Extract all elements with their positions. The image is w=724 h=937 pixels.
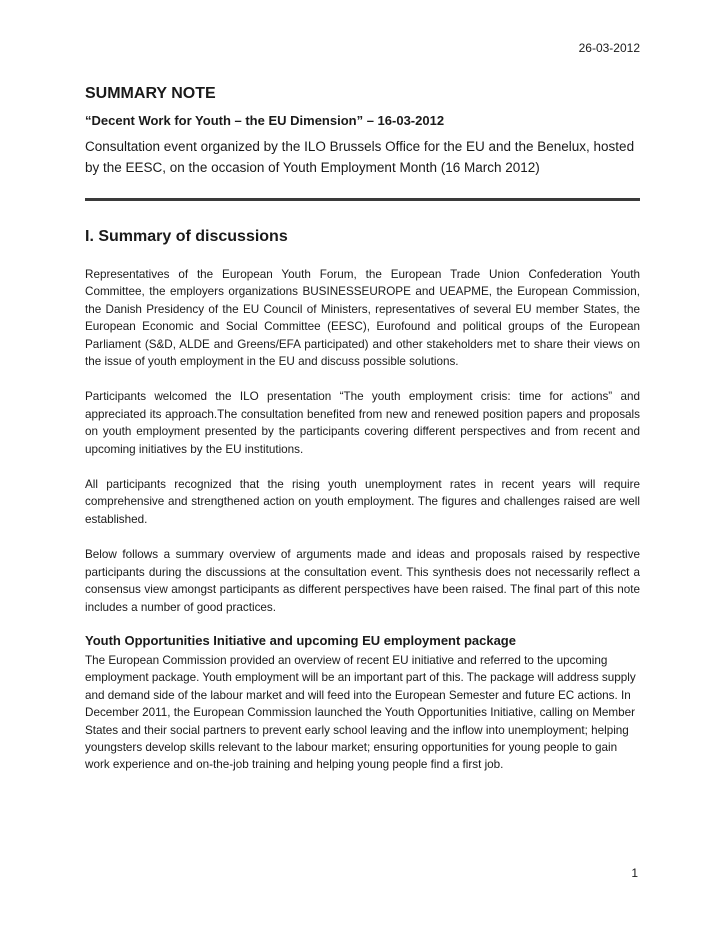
document-subtitle: “Decent Work for Youth – the EU Dimension” – 16-03-2012 <box>85 113 445 128</box>
page-number: 1 <box>631 866 638 880</box>
document-title: SUMMARY NOTE <box>85 85 216 102</box>
document-body <box>85 226 640 774</box>
section-heading: I. Summary of discussions <box>85 228 288 245</box>
paragraph-participants: Representatives of the European Youth Forum, the European Trade Union Confederation Youth Committee, the employers organizations BUSINESSEUROPE and UEAPME, the European Commission, the Danish Presidency of the EU Council of Ministers, representatives of several EU member States, the European Economic and Social Committee (EESC), Eurofound and political groups of the European Parliament (S&D, ALDE and Greens/EFA participated) and other stakeholders met to share their views on the issue of youth employment in the EU and discuss possible solutions. <box>85 268 640 369</box>
paragraph-summary-overview: Below follows a summary overview of arguments made and ideas and proposals raised by respective participants during the discussions at the consultation event. This synthesis does not necessarily reflect a consensus view amongst participants as different perspectives have been raised. The final part of this note includes a number of good practices. <box>85 548 640 614</box>
paragraph-rising-unemployment: All participants recognized that the rising youth unemployment rates in recent years will require comprehensive and strengthened action on youth employment. The figures and challenges raised are well established. <box>85 478 640 526</box>
document-date: 26-03-2012 <box>578 41 640 55</box>
document-intro: Consultation event organized by the ILO Brussels Office for the EU and the Benelux, hosted by the EESC, on the occasion of Youth Employment Month (16 March 2012) <box>85 139 635 175</box>
subsection-heading: Youth Opportunities Initiative and upcoming EU employment package <box>85 632 516 648</box>
paragraph-youth-opportunities: The European Commission provided an overview of recent EU initiative and referred to the upcoming employment package. Youth employment will be an important part of this. The package will address supply and demand side of the labour market and will feed into the European Semester and future EC actions. In December 2011, the European Commission launched the Youth Opportunities Initiative, calling on Member States and their social partners to prevent early school leaving and the inflow into unemployment; helping youngsters develop skills relevant to the labour market; ensuring opportunities for young people to gain work experience and on-the-job training and helping young people find a first job. <box>85 653 636 772</box>
title-block <box>85 84 640 178</box>
paragraph-ilo-presentation: Participants welcomed the ILO presentation “The youth employment crisis: time for actions” and appreciated its approach.The consultation benefited from new and renewed position papers and proposals on youth employment presented by the participants covering different perspectives and from recent and upcoming initiatives by the EU institutions. <box>85 390 640 456</box>
horizontal-divider <box>85 198 640 201</box>
